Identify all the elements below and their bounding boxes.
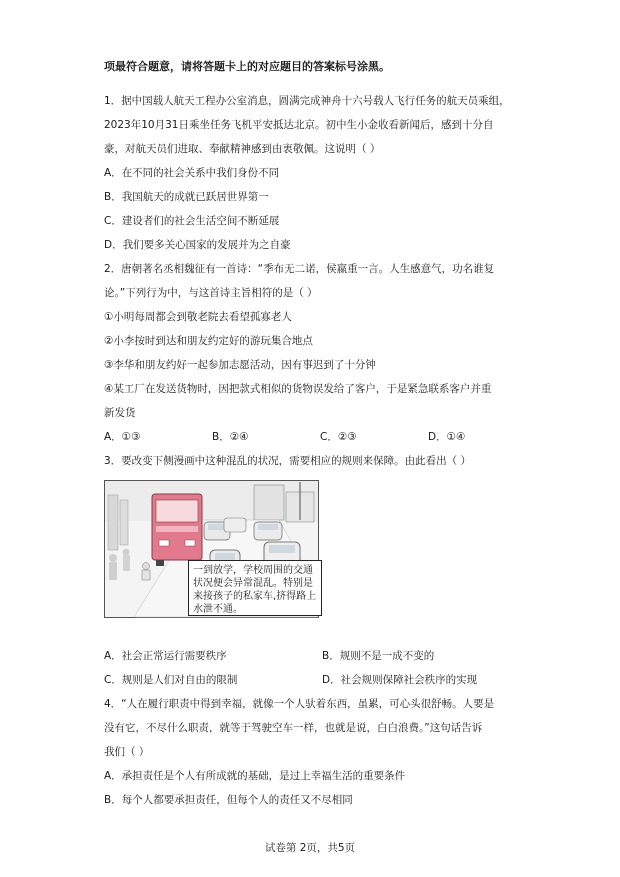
instruction-heading: 项最符合题意，请将答题卡上的对应题目的答案标号涂黑。: [104, 60, 390, 73]
q1-option-d[interactable]: D．我们要多关心国家的发展并为之自豪: [104, 239, 291, 251]
q1-stem-line-2: 2023年10月31日乘坐任务飞机平安抵达北京。初中生小金收看新闻后，感到十分自: [104, 119, 494, 131]
q2-item-2: ②小李按时到达和朋友约定好的游玩集合地点: [104, 335, 313, 347]
comic-caption-box: 一到放学，学校周围的交通状况便会异常混乱。特别是来接孩子的私家车,挤得路上水泄不通。: [188, 560, 322, 616]
q1-option-b[interactable]: B．我国航天的成就已跃居世界第一: [104, 191, 269, 203]
q3-option-c[interactable]: C．规则是人们对自由的限制: [104, 674, 238, 686]
q2-stem-line-1: 2．唐朝著名丞相魏征有一首诗：“季布无二诺，侯嬴重一言。人生感意气，功名谁复: [104, 263, 495, 275]
q4-option-b[interactable]: B．每个人都要承担责任，但每个人的责任又不尽相同: [104, 794, 353, 806]
q3-option-d[interactable]: D．社会规则保障社会秩序的实现: [322, 674, 478, 686]
q4-option-a[interactable]: A．承担责任是个人有所成就的基础，是过上幸福生活的重要条件: [104, 770, 406, 782]
q2-option-b[interactable]: B．②④: [212, 431, 249, 443]
q2-item-4-cont: 新发货: [104, 407, 136, 419]
q3-option-a[interactable]: A．社会正常运行需要秩序: [104, 650, 227, 662]
q2-option-d[interactable]: D．①④: [428, 431, 466, 443]
page-footer: 试卷第 2页，共5页: [264, 842, 356, 854]
q2-item-3: ③李华和朋友约好一起参加志愿活动，因有事迟到了十分钟: [104, 359, 376, 371]
q3-option-b[interactable]: B．规则不是一成不变的: [322, 650, 435, 662]
q2-option-c[interactable]: C．②③: [320, 431, 357, 443]
q4-stem-line-2: 没有它，不尽什么职责，就等于驾驶空车一样，也就是说，白白浪费。”这句话告诉: [104, 722, 483, 734]
q1-stem-line-1: 1．据中国载人航天工程办公室消息，圆满完成神舟十六号载人飞行任务的航天员乘组，: [104, 95, 510, 107]
q2-option-a[interactable]: A．①③: [104, 431, 141, 443]
q1-option-a[interactable]: A．在不同的社会关系中我们身份不同: [104, 167, 280, 179]
q1-stem-line-3: 豪，对航天员们进取、奉献精神感到由衷敬佩。这说明（ ）: [104, 143, 381, 155]
q4-stem-line-3: 我们（ ）: [104, 746, 150, 758]
q2-item-1: ①小明每周都会到敬老院去看望孤寡老人: [104, 311, 292, 323]
q1-option-c[interactable]: C．建设者们的社会生活空间不断延展: [104, 215, 280, 227]
q2-item-4: ④某工厂在发送货物时，因把款式相似的货物误发给了客户，于是紧急联系客户并重: [104, 383, 492, 395]
q4-stem-line-1: 4．“人在履行职责中得到幸福，就像一个人驮着东西，虽累，可心头很舒畅。人要是: [104, 698, 495, 710]
q3-stem: 3．要改变下侧漫画中这种混乱的状况，需要相应的规则来保障。由此看出（ ）: [104, 455, 472, 467]
q2-stem-line-2: 论。”下列行为中，与这首诗主旨相符的是（ ）: [104, 287, 318, 299]
